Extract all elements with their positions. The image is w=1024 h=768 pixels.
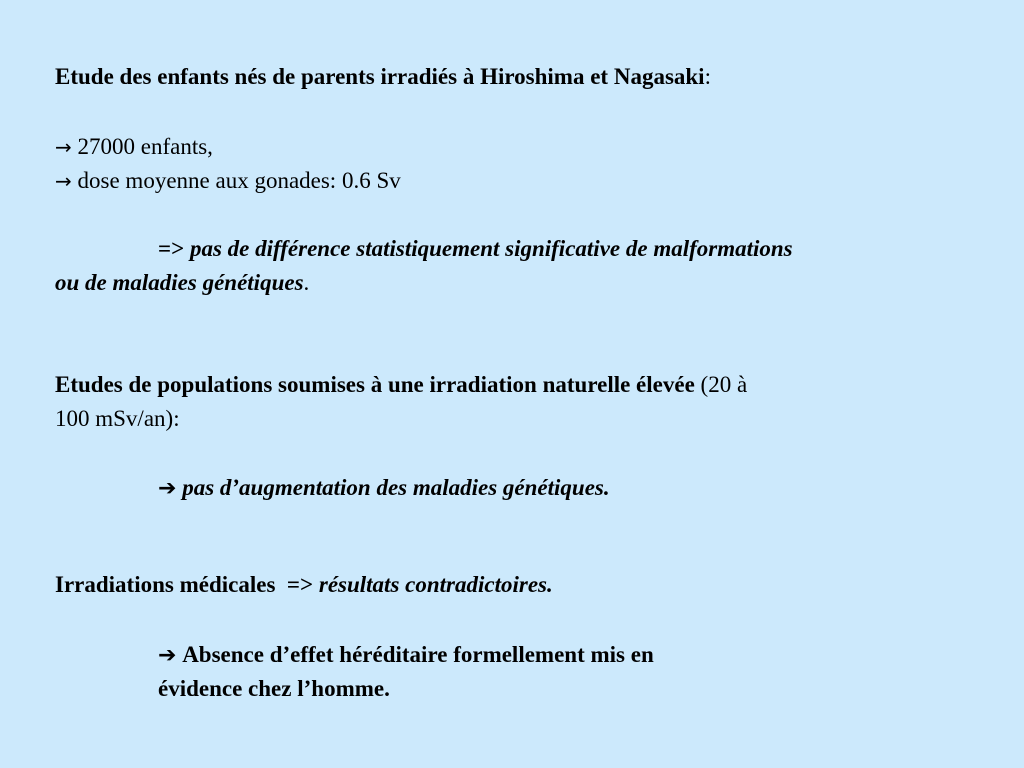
section1-heading <box>55 60 711 94</box>
right-arrow-icon: → <box>55 169 72 193</box>
bold-right-arrow-icon: ➔ <box>158 643 177 668</box>
section1-title: Etude des enfants nés de parents irradiés à Hiroshima et Nagasaki <box>55 64 705 89</box>
section2-heading-line2 <box>55 402 180 436</box>
section2-conclusion <box>158 471 610 506</box>
section2-title-line2: 100 mSv/an): <box>55 406 180 431</box>
section1-title-colon: : <box>704 64 711 89</box>
implies-arrow: => <box>158 236 185 261</box>
section1-bullet-2 <box>55 164 401 198</box>
right-arrow-icon: → <box>55 135 72 159</box>
section3-result: résultats contradictoires. <box>318 572 553 597</box>
section2-title: Etudes de populations soumises à une irradiation naturelle élevée <box>55 372 695 397</box>
implies-arrow: => <box>286 572 314 597</box>
conclusion-text: ou de maladies génétiques <box>55 270 304 295</box>
bold-right-arrow-icon: ➔ <box>158 476 177 501</box>
section3-heading <box>55 568 553 602</box>
conclusion-period: . <box>303 270 310 295</box>
bullet-text: 27000 enfants, <box>77 134 213 159</box>
section1-conclusion-line2 <box>55 266 309 300</box>
conclusion-text: pas d’augmentation des maladies génétiques. <box>182 475 610 500</box>
section1-conclusion-line1 <box>158 232 793 266</box>
bullet-text: dose moyenne aux gonades: 0.6 Sv <box>77 168 401 193</box>
section1-bullet-1 <box>55 130 213 164</box>
section3-conclusion-line1 <box>158 638 654 673</box>
section2-heading <box>55 368 747 402</box>
conclusion-text: Absence d’effet héréditaire formellement mis en <box>182 642 654 667</box>
section2-title-suffix: (20 à <box>700 372 748 397</box>
conclusion-text: évidence chez l’homme. <box>158 676 390 701</box>
section3-conclusion-line2 <box>158 672 390 706</box>
conclusion-text: pas de différence statistiquement significative de malformations <box>189 236 793 261</box>
section3-title: Irradiations médicales <box>55 572 276 597</box>
